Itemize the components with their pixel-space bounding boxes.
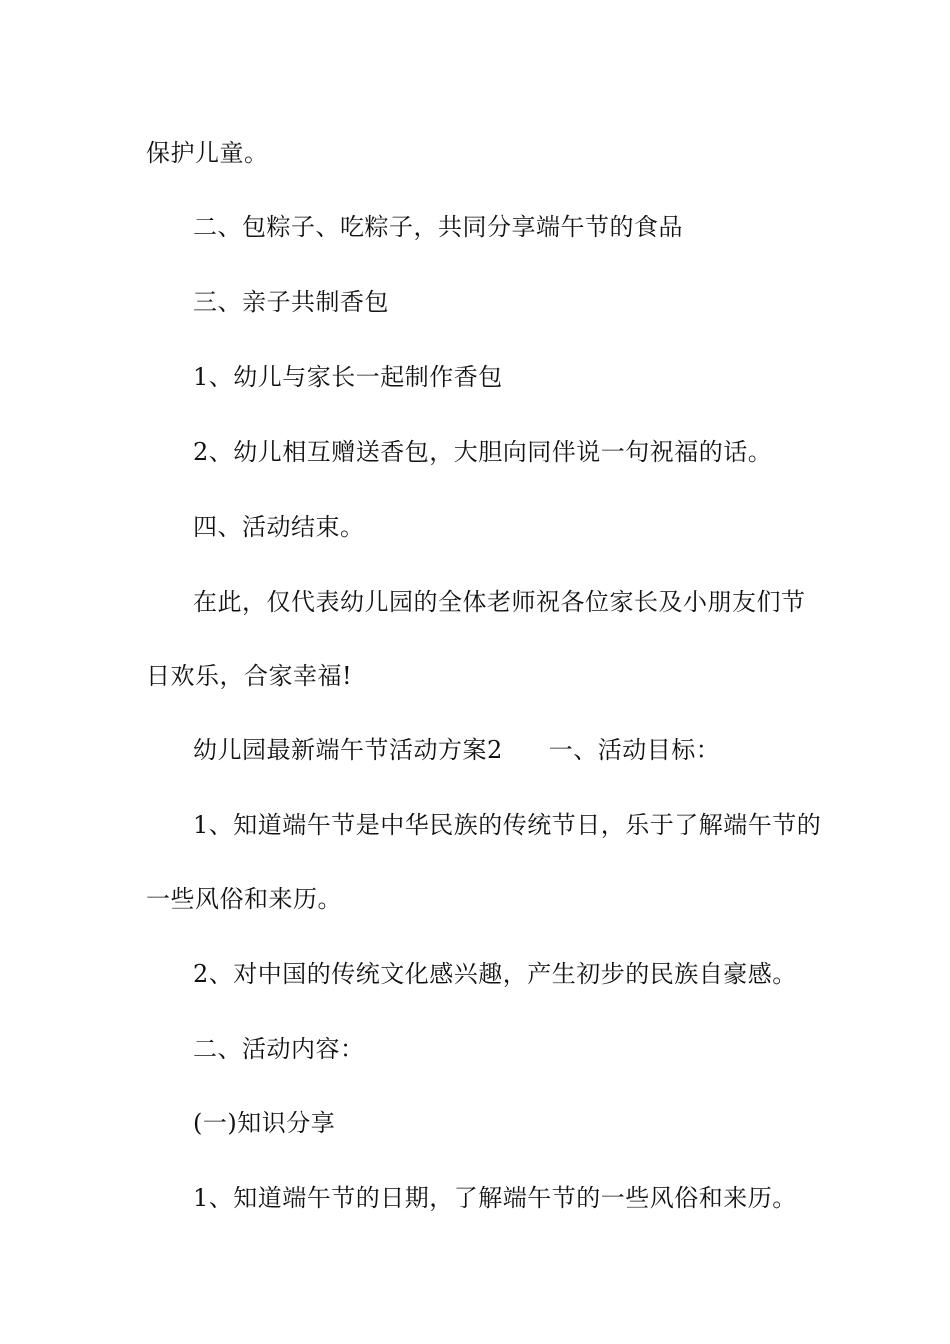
- list-item: 2、对中国的传统文化感兴趣，产生初步的民族自豪感。: [193, 960, 797, 988]
- list-item: 1、知道端午节是中华民族的传统节日，乐于了解端午节的: [193, 811, 822, 839]
- section-heading: 二、包粽子、吃粽子，共同分享端午节的食品: [193, 213, 683, 241]
- list-item: 2、幼儿相互赠送香包，大胆向同伴说一句祝福的话。: [193, 438, 773, 466]
- section-heading: 一、活动目标：: [548, 736, 721, 764]
- section-heading: 三、亲子共制香包: [193, 288, 389, 316]
- section-heading: 二、活动内容：: [193, 1035, 365, 1063]
- paragraph-line: 在此，仅代表幼儿园的全体老师祝各位家长及小朋友们节: [193, 588, 806, 616]
- section-heading: 四、活动结束。: [193, 513, 365, 541]
- paragraph-line: 一些风俗和来历。: [146, 885, 342, 913]
- subsection-heading: (一)知识分享: [193, 1109, 336, 1137]
- paragraph-line: 日欢乐，合家幸福!: [146, 662, 353, 690]
- paragraph-line: 保护儿童。: [146, 139, 269, 167]
- list-item: 1、知道端午节的日期，了解端午节的一些风俗和来历。: [193, 1184, 797, 1212]
- list-item: 1、幼儿与家长一起制作香包: [193, 363, 503, 391]
- document-title: 幼儿园最新端午节活动方案2: [193, 736, 503, 764]
- title-line: [193, 735, 873, 765]
